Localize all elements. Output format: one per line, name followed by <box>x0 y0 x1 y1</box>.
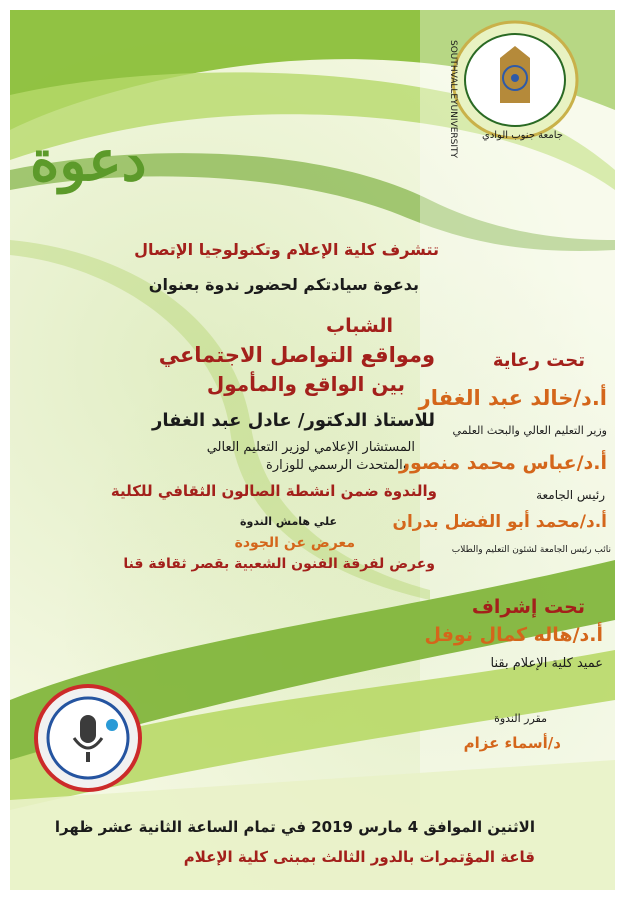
series-line: والندوة ضمن انشطة الصالون الثقافي للكلية <box>110 482 437 500</box>
patronage-title: تحت رعاية <box>492 350 585 371</box>
intro-line-1: تتشرف كلية الإعلام وتكنولوجيا الإتصال <box>134 240 439 259</box>
speaker-line: للاستاذ الدكتور/ عادل عبد الغفار <box>151 410 435 431</box>
supervisor-role: عميد كلية الإعلام بقنا <box>490 656 603 671</box>
intro-line-2: بدعوة سيادتكم لحضور ندوة بعنوان <box>148 275 419 294</box>
supervisor-name: أ.د/هاله كمال نوفل <box>424 624 603 646</box>
patron-2-role: رئيس الجامعة <box>536 488 605 502</box>
margin-item-2: وعرض لفرقة الفنون الشعبية بقصر ثقافة قنا <box>123 556 435 572</box>
speaker-role-2: والمتحدث الرسمي للوزارة <box>266 458 409 473</box>
logo-text-lower: جامعة جنوب الوادي <box>482 130 563 141</box>
topic-line-2: ومواقع التواصل الاجتماعي <box>158 343 435 367</box>
patron-3-role: نائب رئيس الجامعة لشئون التعليم والطلاب <box>451 545 611 555</box>
invitation-title: دعوة <box>30 128 147 194</box>
venue-line: قاعة المؤتمرات بالدور الثالث بمبنى كلية الإعلام <box>183 848 535 866</box>
rapporteur-name: د/أسماء عزام <box>463 734 561 752</box>
university-logo <box>440 18 590 159</box>
margin-title: علي هامش الندوة <box>240 515 337 528</box>
margin-item-1: معرض عن الجودة <box>234 535 355 551</box>
patron-1-name: أ.د/خالد عبد الغفار <box>418 386 607 410</box>
rapporteur-title: مقرر الندوة <box>494 712 547 725</box>
topic-line-3: بين الواقع والمأمول <box>206 372 405 396</box>
patron-1-role: وزير التعليم العالي والبحث العلمي <box>452 424 607 437</box>
patron-3-name: أ.د/محمد أبو الفضل بدران <box>392 512 607 532</box>
patron-2-name: أ.د/عباس محمد منصور <box>399 452 607 474</box>
logo-text-upper: SOUTHVALLEYUNIVERSITY <box>448 40 458 159</box>
supervision-title: تحت إشراف <box>471 596 585 618</box>
topic-line-1: الشباب <box>326 315 393 337</box>
date-line: الاثنين الموافق 4 مارس 2019 في تمام الساعة الثانية عشر ظهرا <box>54 818 535 836</box>
speaker-role-1: المستشار الإعلامي لوزير التعليم العالي <box>206 440 415 455</box>
faculty-logo <box>18 680 158 800</box>
